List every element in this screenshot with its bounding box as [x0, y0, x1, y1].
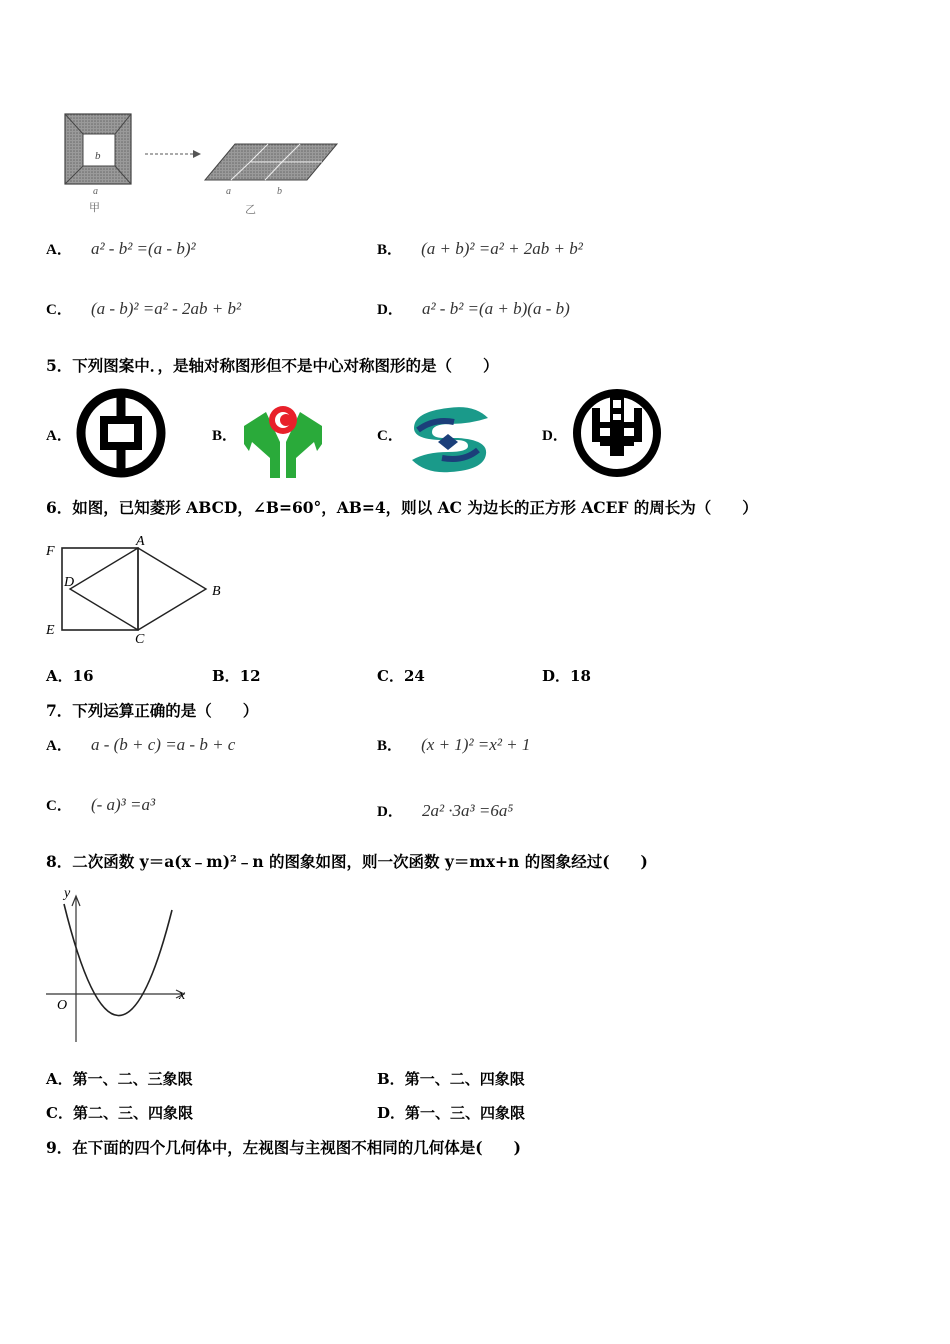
x-axis-label: x: [179, 988, 186, 1003]
q6-option-c[interactable]: [377, 665, 425, 686]
q4-option-d[interactable]: [377, 298, 570, 319]
q7-text: 7．下列运算正确的是（ ）: [46, 701, 259, 720]
q8-option-c[interactable]: [46, 1102, 193, 1123]
q6-option-b[interactable]: [212, 665, 261, 686]
q4-option-b[interactable]: [377, 238, 583, 259]
q7-option-b-label: B．: [377, 738, 403, 754]
fig-label-yi: 乙: [245, 203, 256, 216]
q4-option-d-expr: a² - b² =(a + b)(a - b): [421, 299, 570, 318]
fig-label-a-left: a: [93, 186, 98, 197]
q8-text: 8．二次函数 y＝a(x﹣m)²﹣n 的图象如图，则一次函数 y＝mx+n 的图象经过( ): [46, 852, 648, 871]
point-f-label: F: [46, 544, 55, 559]
q4-figure-svg: [55, 108, 355, 220]
q8-option-d-label: D．: [377, 1104, 406, 1122]
s-letter-logo-icon[interactable]: [404, 404, 494, 474]
origin-label: O: [57, 998, 68, 1013]
q4-figure: [55, 108, 355, 220]
q7-option-d[interactable]: [377, 800, 513, 821]
q6-option-d[interactable]: [542, 665, 591, 686]
point-b-label: B: [212, 584, 221, 599]
q8-option-a[interactable]: [46, 1068, 193, 1089]
point-e-label: E: [46, 623, 55, 638]
q7-option-d-expr: 2a² ·3a³ =6a⁵: [421, 801, 514, 820]
q8-option-a-label: A．: [46, 1070, 73, 1088]
point-d-label: D: [64, 575, 75, 590]
q6-option-c-value: 24: [403, 667, 425, 685]
q6-option-d-value: 18: [570, 667, 591, 685]
q6-option-a[interactable]: [46, 665, 94, 686]
point-a-label: A: [136, 534, 145, 549]
q7-option-a-expr: a - (b + c) =a - b + c: [90, 735, 236, 754]
q5-option-a-label[interactable]: A．: [46, 428, 72, 444]
q4-option-c-expr: (a - b)² =a² - 2ab + b²: [90, 299, 242, 318]
q5-option-c-label[interactable]: C．: [377, 428, 403, 444]
q4-option-a-expr: a² - b² =(a - b)²: [90, 239, 196, 258]
q5-option-d-label[interactable]: D．: [542, 428, 568, 444]
q8-option-d-value: 第一、三、四象限: [405, 1104, 526, 1122]
q4-option-d-label: D．: [377, 302, 403, 318]
parabola-curve: [64, 904, 172, 1016]
q4-option-a[interactable]: [46, 238, 196, 259]
q8-option-b-value: 第一、二、四象限: [404, 1070, 525, 1088]
q6-text: 6．如图，已知菱形 ABCD，∠B=60°，AB=4，则以 AC 为边长的正方形 ACEF 的周长为（ ）: [46, 498, 758, 517]
q7-option-c-expr: (- a)³ =a³: [90, 795, 156, 814]
q8-option-d[interactable]: [377, 1102, 525, 1123]
q6-option-b-value: 12: [239, 667, 261, 685]
fig-label-a-right: a: [226, 186, 231, 197]
q5-option-b-label[interactable]: B．: [212, 428, 238, 444]
q9-text: 9．在下面的四个几何体中，左视图与主视图不相同的几何体是( ): [46, 1138, 521, 1157]
fig-label-jia: 甲: [89, 201, 100, 214]
q7-option-b-expr: (x + 1)² =x² + 1: [421, 735, 531, 754]
q8-figure: [42, 884, 192, 1044]
q8-option-c-value: 第二、三、四象限: [72, 1104, 193, 1122]
abc-bank-logo-icon[interactable]: [570, 386, 664, 480]
q4-option-c-label: C．: [46, 302, 72, 318]
q6-figure: [42, 534, 232, 646]
q7-option-a[interactable]: [46, 734, 235, 755]
q8-option-b[interactable]: [377, 1068, 525, 1089]
q8-option-a-value: 第一、二、三象限: [72, 1070, 193, 1088]
parabola-graph: [42, 884, 192, 1044]
rhombus-square-diagram: [42, 534, 232, 646]
q7-option-c[interactable]: [46, 794, 155, 815]
q8-option-b-label: B．: [377, 1070, 405, 1088]
fig-label-b-inner: b: [95, 150, 101, 162]
q7-option-d-label: D．: [377, 804, 403, 820]
q4-option-b-expr: (a + b)² =a² + 2ab + b²: [421, 239, 583, 258]
rural-credit-logo-icon[interactable]: [240, 398, 326, 478]
q6-option-c-label: C．: [377, 667, 404, 685]
bank-of-china-logo-icon[interactable]: [74, 386, 168, 480]
q4-option-b-label: B．: [377, 242, 403, 258]
q4-option-a-label: A．: [46, 242, 72, 258]
q8-option-c-label: C．: [46, 1104, 73, 1122]
q4-option-c[interactable]: [46, 298, 241, 319]
q6-option-a-value: 16: [72, 667, 94, 685]
q6-option-b-label: B．: [212, 667, 240, 685]
fig-label-b-right: b: [277, 186, 282, 197]
q6-option-d-label: D．: [542, 667, 571, 685]
q7-option-c-label: C．: [46, 798, 72, 814]
point-c-label: C: [135, 632, 145, 647]
q6-option-a-label: A．: [46, 667, 73, 685]
q7-option-b[interactable]: [377, 734, 530, 755]
y-axis-label: y: [64, 886, 71, 901]
q7-option-a-label: A．: [46, 738, 72, 754]
q5-text: 5．下列图案中．，是轴对称图形但不是中心对称图形的是（ ）: [46, 356, 499, 375]
